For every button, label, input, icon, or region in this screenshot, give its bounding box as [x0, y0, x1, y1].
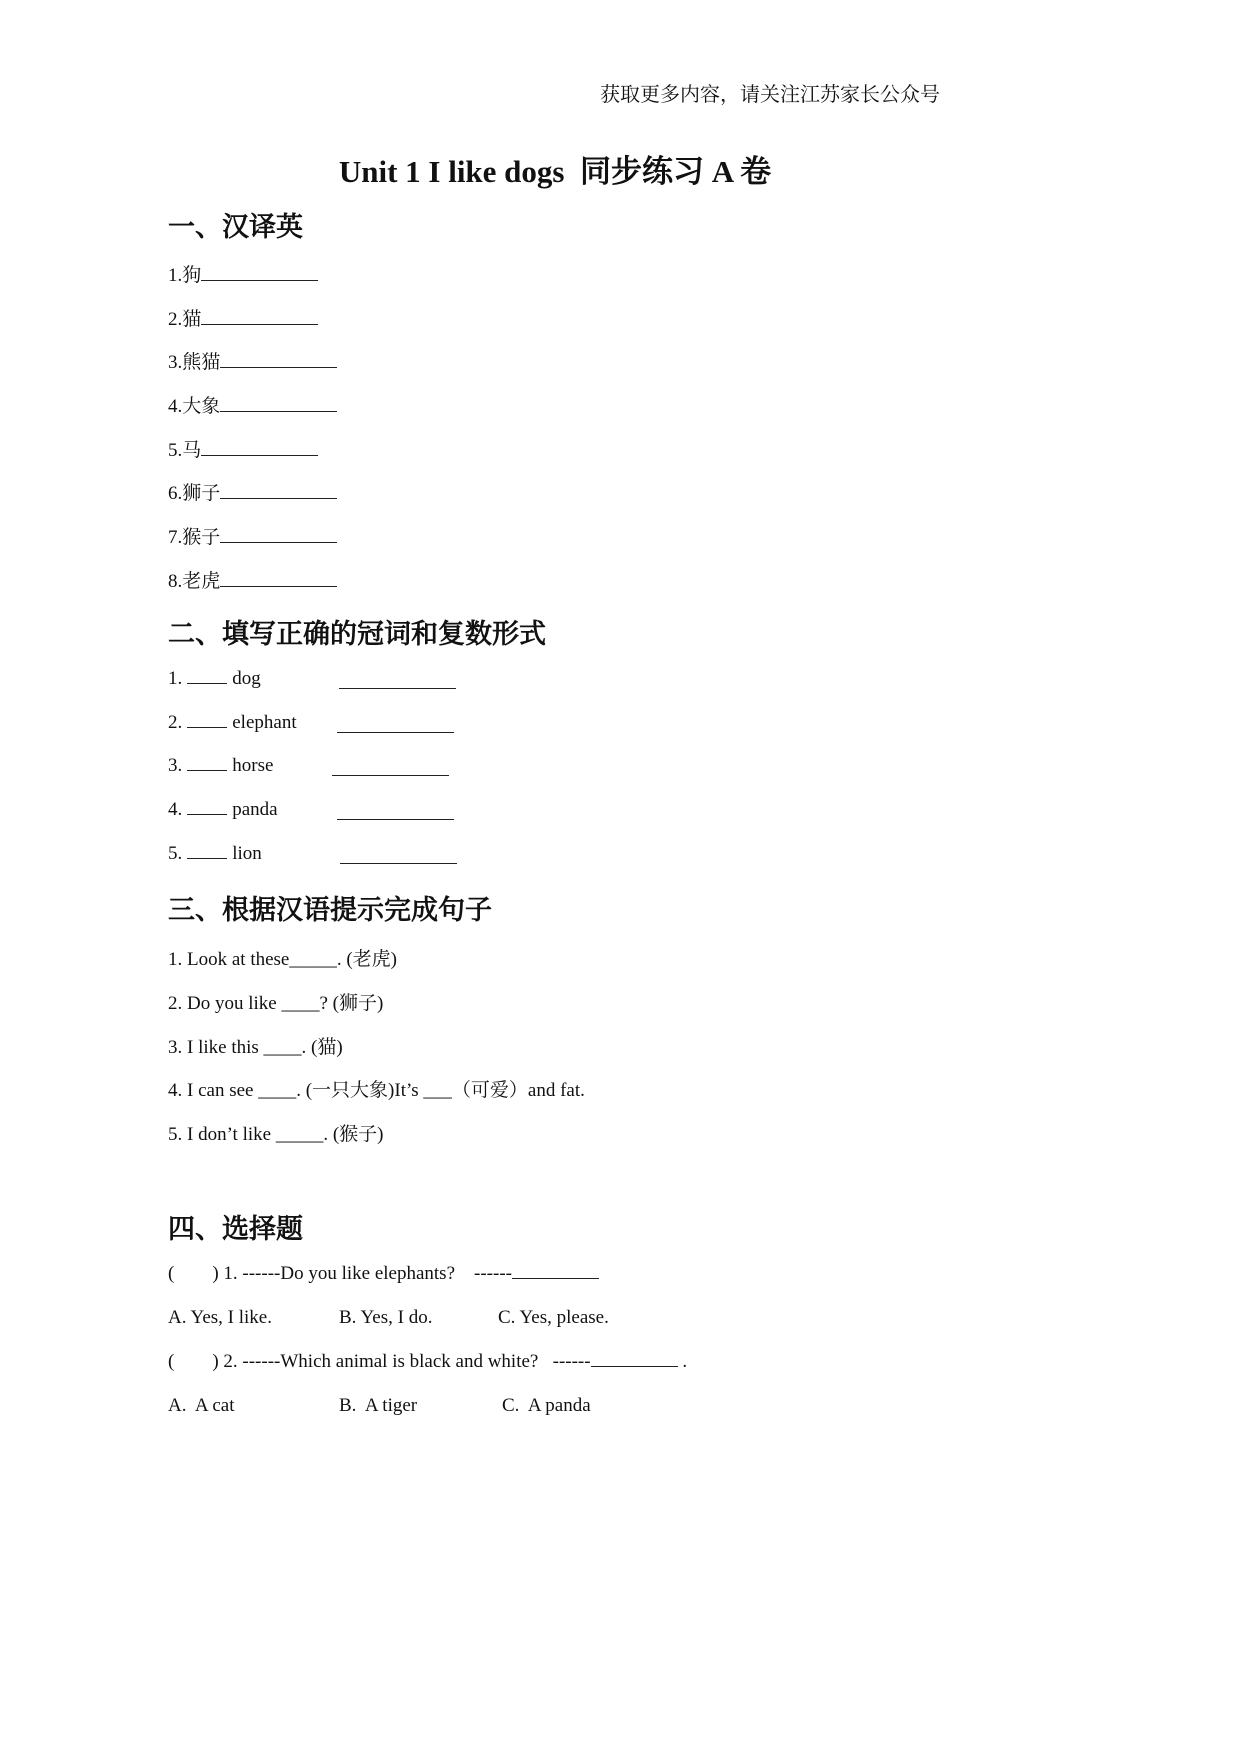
translation-item	[168, 478, 337, 505]
article-plural-item	[168, 799, 568, 821]
section-4-title: 四、选择题	[168, 1214, 303, 1245]
item-number: 2.	[168, 712, 183, 733]
plural-blank[interactable]	[332, 774, 449, 776]
translation-item	[168, 304, 318, 331]
article-blank[interactable]	[187, 813, 227, 815]
item-label: 2.猫	[168, 309, 202, 330]
answer-blank[interactable]	[220, 410, 337, 412]
item-word: elephant	[232, 712, 297, 733]
answer-blank[interactable]	[220, 366, 337, 368]
item-label: 3.熊猫	[168, 352, 221, 373]
sentence-start: 3. I like this	[168, 1037, 264, 1058]
answer-blank[interactable]: ____	[258, 1080, 297, 1101]
answer-blank[interactable]	[220, 541, 337, 543]
header-note: 获取更多内容，请关注江苏家长公众号	[600, 84, 940, 106]
question-suffix: .	[677, 1351, 688, 1372]
article-blank[interactable]	[187, 769, 227, 771]
translation-item	[168, 435, 318, 462]
translation-item	[168, 391, 337, 418]
item-number: 1.	[168, 668, 183, 689]
section-1-title: 一、汉译英	[168, 212, 303, 243]
answer-blank[interactable]: _____	[289, 949, 337, 970]
sentence-end: . (猫)	[301, 1037, 343, 1058]
translation-item	[168, 260, 318, 287]
sentence-item	[168, 1032, 343, 1059]
plural-blank[interactable]	[337, 818, 454, 820]
plural-blank[interactable]	[340, 862, 457, 864]
plural-blank[interactable]	[339, 687, 456, 689]
item-label: 5.马	[168, 440, 202, 461]
section-3-title: 三、根据汉语提示完成句子	[168, 895, 492, 926]
article-blank[interactable]	[187, 682, 227, 684]
sentence-item	[168, 1075, 585, 1102]
choice-option[interactable]: C. A panda	[502, 1395, 591, 1416]
article-plural-item	[168, 755, 568, 777]
choice-option[interactable]: B. A tiger	[339, 1395, 418, 1416]
sentence-end: ? (狮子)	[319, 993, 384, 1014]
item-label: 6.狮子	[168, 483, 221, 504]
answer-blank[interactable]	[591, 1365, 678, 1367]
plural-blank[interactable]	[337, 731, 454, 733]
item-word: horse	[232, 755, 274, 776]
answer-blank[interactable]	[220, 497, 337, 499]
answer-blank[interactable]: ____	[281, 993, 320, 1014]
translation-item	[168, 522, 337, 549]
article-plural-item	[168, 712, 568, 734]
question-stem: ( ) 1. ------Do you like elephants? ------	[168, 1263, 512, 1284]
sentence-start: 5. I don’t like	[168, 1124, 276, 1145]
article-blank[interactable]	[187, 726, 227, 728]
sentence-item	[168, 988, 383, 1015]
item-label: 8.老虎	[168, 571, 221, 592]
article-plural-item	[168, 668, 568, 690]
item-number: 3.	[168, 755, 183, 776]
sentence-end: . (猴子)	[323, 1124, 384, 1145]
sentence-item	[168, 1119, 384, 1146]
item-word: lion	[232, 843, 262, 864]
item-number: 4.	[168, 799, 183, 820]
choice-option[interactable]: A. Yes, I like.	[168, 1307, 272, 1328]
choice-question	[168, 1263, 599, 1285]
item-word: panda	[232, 799, 278, 820]
article-plural-item	[168, 843, 568, 865]
answer-blank[interactable]	[201, 454, 318, 456]
item-label: 1.狗	[168, 265, 202, 286]
sentence-end: . (一只大象)It’s ___（可爱）and fat.	[296, 1080, 585, 1101]
article-blank[interactable]	[187, 857, 227, 859]
question-stem: ( ) 2. ------Which animal is black and white? ------	[168, 1351, 591, 1372]
section-2-title: 二、填写正确的冠词和复数形式	[168, 619, 546, 650]
item-label: 7.猴子	[168, 527, 221, 548]
translation-item	[168, 566, 337, 593]
translation-item	[168, 347, 337, 374]
answer-blank[interactable]	[220, 585, 337, 587]
answer-blank[interactable]: ____	[263, 1037, 302, 1058]
item-number: 5.	[168, 843, 183, 864]
answer-blank[interactable]	[201, 279, 318, 281]
choice-option[interactable]: B. Yes, I do.	[339, 1307, 433, 1328]
sentence-item	[168, 944, 397, 971]
choice-option[interactable]: A. A cat	[168, 1395, 235, 1416]
answer-blank[interactable]: _____	[275, 1124, 324, 1145]
choice-option[interactable]: C. Yes, please.	[498, 1307, 609, 1328]
answer-blank[interactable]	[512, 1277, 599, 1279]
sentence-end: . (老虎)	[336, 949, 398, 970]
sentence-start: 1. Look at these	[168, 949, 290, 970]
document-title: Unit 1 I like dogs 同步练习 A 卷	[338, 154, 772, 189]
choice-question	[168, 1351, 687, 1373]
sentence-start: 2. Do you like	[168, 993, 282, 1014]
answer-blank[interactable]	[201, 323, 318, 325]
sentence-start: 4. I can see	[168, 1080, 259, 1101]
item-label: 4.大象	[168, 396, 221, 417]
item-word: dog	[232, 668, 261, 689]
